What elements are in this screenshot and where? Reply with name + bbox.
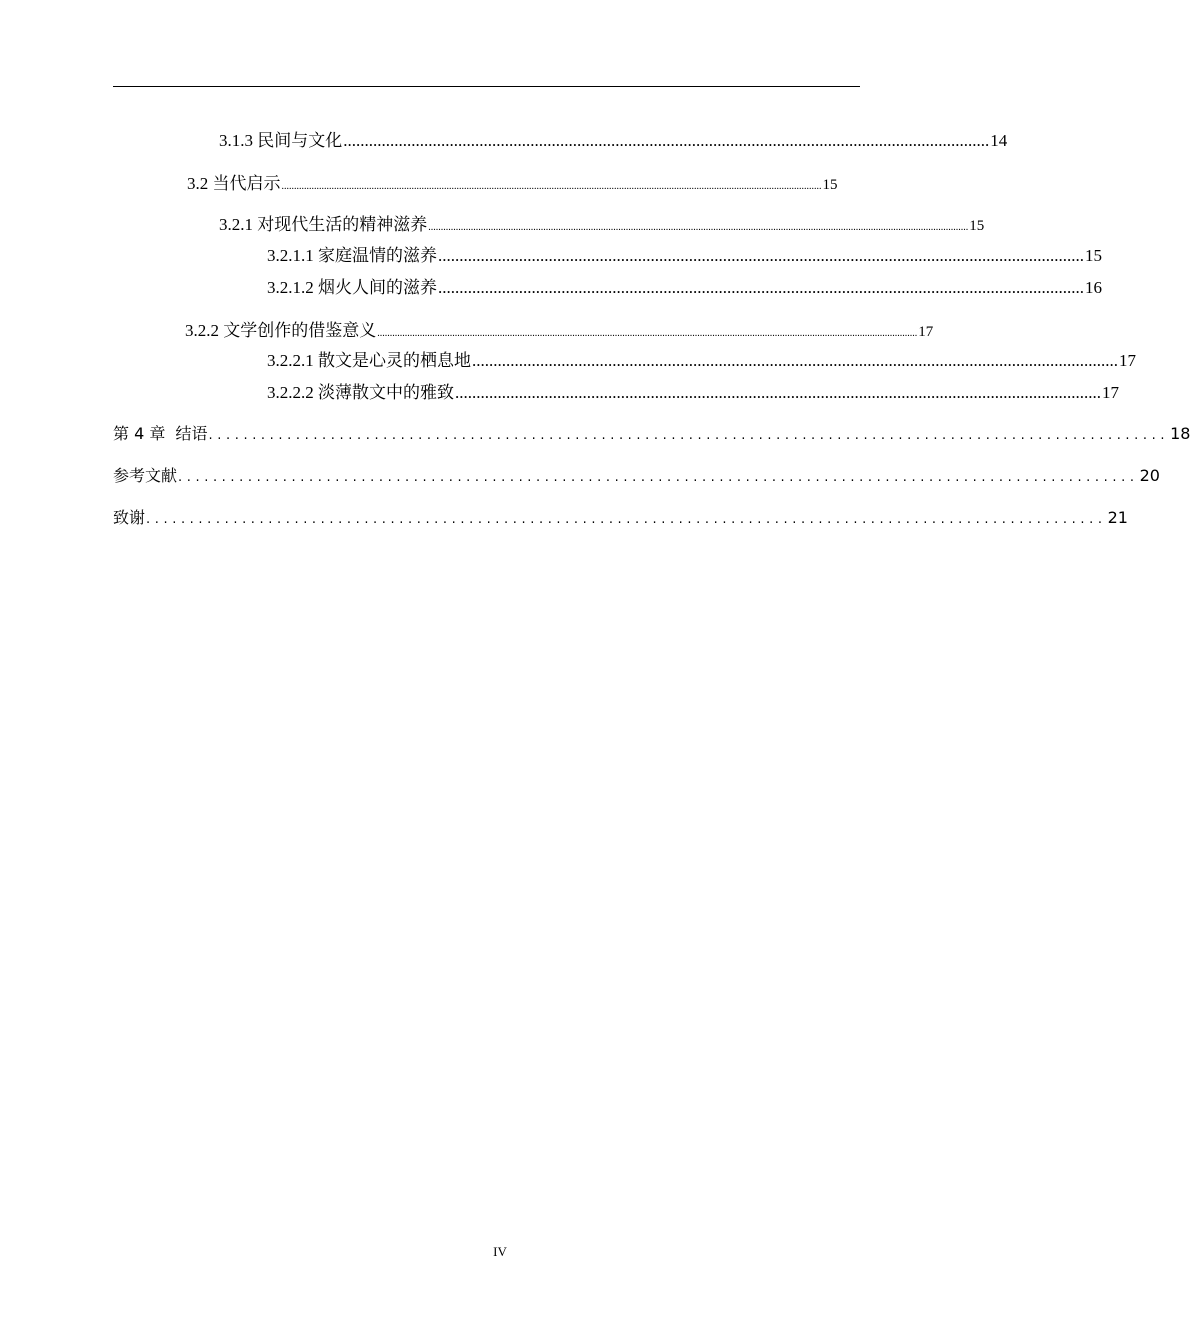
toc-entry-label: 3.2.2.1 散文是心灵的栖息地 — [267, 351, 471, 370]
toc-page-number: 15 — [822, 177, 838, 193]
toc-entry-label: 参考文献 — [113, 466, 178, 485]
toc-page-number: 14 — [990, 131, 1008, 150]
footer-page-number: IV — [493, 1244, 507, 1259]
toc-page-number: 17 — [1102, 383, 1119, 402]
header-rule — [113, 86, 860, 87]
toc-page-number: 21 — [1107, 508, 1128, 527]
toc-entry-label: 3.1.3 民间与文化 — [219, 131, 343, 150]
toc-entry-label: 3.2.1.2 烟火人间的滋养 — [267, 278, 437, 297]
toc-leader-dots: ........................................................................................................................................................ — [455, 383, 1101, 402]
toc-page-number: 18 — [1170, 424, 1190, 443]
toc-entry-3-2-2-1[interactable] — [267, 346, 1136, 371]
toc-entry-label: 第 4 章 结语 — [113, 424, 208, 443]
toc-leader-dots: ........................................................................................................................................................ — [343, 131, 990, 150]
toc-entry-label: 3.2.2 文学创作的借鉴意义 — [185, 321, 377, 340]
toc-entry-label: 致谢 — [113, 508, 146, 527]
toc-leader-dots: .............................................................................................................. — [208, 428, 1170, 443]
toc-page-number: 20 — [1139, 466, 1160, 485]
toc-page-number: 16 — [1085, 278, 1102, 297]
toc-leader-dots: ........................................................................................................................................................................................................................ — [377, 328, 918, 339]
toc-entry-label: 3.2.1 对现代生活的精神滋养 — [219, 215, 428, 234]
toc-page-number: 17 — [918, 324, 934, 340]
toc-leader-dots: .............................................................................................................. — [146, 512, 1107, 527]
toc-entry-3-2-2[interactable] — [185, 316, 934, 341]
toc-entry-3-1-3[interactable] — [219, 126, 1008, 151]
toc-leader-dots: ........................................................................................................................................................................................................................ — [428, 222, 969, 233]
toc-entry-3-2-2-2[interactable] — [267, 378, 1119, 403]
toc-entry-acknowledgements[interactable] — [113, 505, 1128, 528]
toc-entry-references[interactable] — [113, 463, 1160, 486]
toc-entry-chapter-4[interactable] — [113, 421, 1190, 444]
toc-entry-3-2-1-2[interactable] — [267, 273, 1102, 298]
toc-leader-dots: ........................................................................................................................................................................................................................ — [281, 181, 822, 192]
toc-entry-3-2-1-1[interactable] — [267, 241, 1102, 266]
toc-entry-3-2[interactable] — [187, 169, 838, 194]
toc-leader-dots: .............................................................................................................. — [178, 470, 1139, 485]
toc-entry-3-2-1[interactable] — [219, 210, 985, 235]
toc-page-number: 15 — [969, 218, 985, 234]
toc-page-number: 17 — [1119, 351, 1136, 370]
toc-entry-label: 3.2.2.2 淡薄散文中的雅致 — [267, 383, 454, 402]
toc-leader-dots: ........................................................................................................................................................ — [472, 351, 1118, 370]
toc-leader-dots: ........................................................................................................................................................ — [438, 246, 1084, 265]
toc-entry-label: 3.2.1.1 家庭温情的滋养 — [267, 246, 437, 265]
toc-page-number: 15 — [1085, 246, 1102, 265]
toc-entry-label: 3.2 当代启示 — [187, 174, 281, 193]
toc-leader-dots: ........................................................................................................................................................ — [438, 278, 1084, 297]
